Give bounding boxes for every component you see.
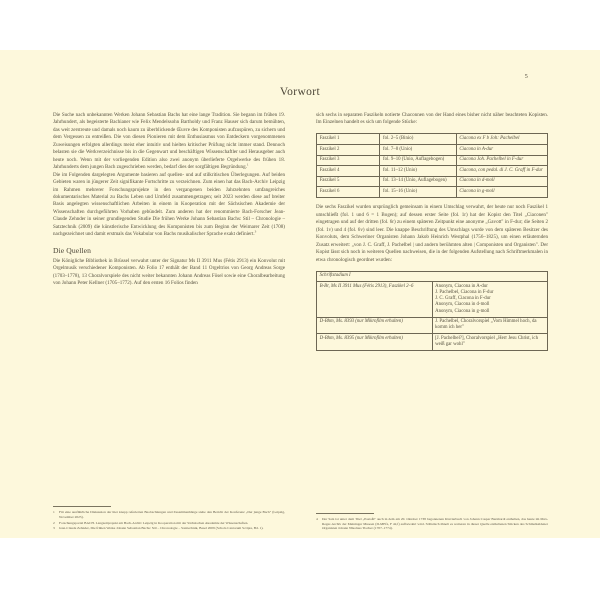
table-row xyxy=(317,317,548,334)
cell-folios: fol. 7–8 (Unio) xyxy=(380,145,456,156)
footnote-item xyxy=(53,510,285,519)
two-column-body xyxy=(53,112,548,532)
footnote-number: 1 xyxy=(53,510,55,515)
table-schriftstadium-body xyxy=(317,271,548,351)
table-fascicles-body xyxy=(317,134,548,198)
cell-fascicle: Faszikel 3 xyxy=(317,155,380,166)
cell-contents xyxy=(432,317,548,334)
cell-folios: fol. 11–12 (Unio) xyxy=(380,166,456,177)
cell-work: Ciacona Joh. Pachelbel in F-dur xyxy=(456,155,547,166)
content-line: Anonym, Ciacona in d-moll xyxy=(435,302,490,308)
footnote-text: Für eine ausführliche Diskussion der hier knapp referierten Beobachtungen und Zusammenhänge siehe den Bericht der Konferenz „Der junge Bach" (Leipzig, November 2025). xyxy=(59,510,285,519)
table-row xyxy=(317,176,548,187)
footnotes-right xyxy=(316,513,548,532)
content-line: Anonym, Ciacona in g-moll xyxy=(435,308,490,314)
table-row xyxy=(317,166,548,177)
footnote-item xyxy=(316,517,548,531)
footnote-item xyxy=(53,521,285,526)
table-row xyxy=(317,187,548,198)
cell-source: D-Bhm, Ms. 8395 (nur Mikrofilm erhalten) xyxy=(317,334,433,351)
footnote-ref-3[interactable]: 3 xyxy=(254,229,257,234)
page-sheet xyxy=(0,50,600,538)
content-line: [J. Pachelbel?], Choralvorspiel „Herr Jesu Christ, ich weiß gar wohl" xyxy=(435,335,538,348)
column-left xyxy=(53,112,285,532)
footnote-ref-1[interactable]: 1 xyxy=(246,162,249,167)
footnotes-left xyxy=(53,506,285,532)
paragraph-intro: Die Suche nach unbekannten Werken Johann Sebastian Bachs hat eine lange Tradition. Sie begann im frühen 19. Jahrhundert, als begeisterte Bachianer wie Felix Mendelssohn Bartholdy und Franz Hauser sich darum bemühten, das weit zerstreute und damals noch kaum zu überblickende Œuvre des Komponisten aufzuspüren, zu sichern und dem Vergessen zu entreißen. Die von diesen Pionieren mit dem Enthusiasmus von Entdeckern vorgenommenen Zuweisungen erfolgten allerdings meist eher intuitiv und hielten kritischer Prüfung nicht immer stand. Dennoch belasten sie die Werkverzeichnisse bis in die Gegenwart und beschäftigen Wissenschaftler und Herausgeber auch heute noch. Wenn mit der vorliegenden Edition also zwei anonym überlieferte Orgelwerke des frühen 18. Jahrhunderts dem jungen Bach zugeschrieben werden, bedarf dies der sorgfältigen Begründung.$^1$ xyxy=(53,112,285,171)
footnote-text: Der Satz ist unter dem Titel „Pastoßl" auch in dem am 20. Oktober 1738 begonnenen Klavierbuch von Johann Caspar Bernhardt enthalten, das heute im Max-Reger-Archiv der Meininger Museen (D-MEfz, F 42,f) aufbewahrt wird. Stilistisch ähnelt es weiteren in dieser Quelle enthaltenen Stücken des Schmalkaldener Organisten Johann Nikolaus Tischer (1707–1774). xyxy=(322,517,548,531)
paragraph-umschlag: Die sechs Faszikel wurden ursprünglich gemeinsam in einem Umschlag verwahrt, der heute nur noch Faszikel 1 umschließt (fol. 1 und 6 = 1 Bogen); auf dessen erster Seite (fol. 1r) hat der Kopist den Titel „Ciaconen" eingetragen und auf der dritten (fol. 6r) zu einem späteren Zeitpunkt eine anonyme „Gavott" in F-dur; die Seiten 2 (fol. 1v) und 4 (fol. 6v) sind leer. Die knappe Beschriftung des Umschlags wurde von dem späteren Besitzer des Konvoluts, dem Schweriner Organisten Johann Jakob Heinrich Westphal (1756–1825), um einen erläuternden Zusatz erweitert: „von J. C. Graff, J. Pachelbel | und andern berühmten alten | Componisten und Organisten". Der Kopist lässt sich noch in weiteren Quellen nachweisen, die in der folgenden Aufstellung nach Schriftmerkmalen in etwa chronologisch geordnet wurden: xyxy=(316,204,548,263)
table-schriftstadium xyxy=(316,271,548,352)
footnote-text: Jean-Claude Zehnder, Die frühen Werke Johann Sebastian Bachs: Stil – Chronologie – Satztechnik, Basel 2009 (Schola Cantorum Scripta, Bd. 1). xyxy=(59,526,264,531)
table-row xyxy=(317,155,548,166)
content-line: J. C. Graff, Ciacona in F-dur xyxy=(435,296,491,302)
cell-contents xyxy=(432,282,548,317)
cell-fascicle: Faszikel 5 xyxy=(317,176,380,187)
cell-folios: fol. 13–14 (Unio, Auflagebogen) xyxy=(380,176,456,187)
cell-schriftstadium-heading: Schriftstadium I xyxy=(317,271,548,282)
cell-fascicle: Faszikel 2 xyxy=(317,145,380,156)
column-right xyxy=(316,112,548,532)
table-row xyxy=(317,334,548,351)
cell-work: Ciacona in d-moll xyxy=(456,176,547,187)
cell-contents xyxy=(432,334,548,351)
cell-fascicle: Faszikel 4 xyxy=(317,166,380,177)
cell-folios: fol. 2–5 (Binio) xyxy=(380,134,456,145)
table-row xyxy=(317,145,548,156)
cell-work: Ciacona ex F b Joh: Pachelbel xyxy=(456,134,547,145)
footnote-rule xyxy=(316,513,374,514)
cell-work: Ciacona in A-dur xyxy=(456,145,547,156)
subheading-die-quellen: Die Quellen xyxy=(53,246,92,256)
footnote-rule xyxy=(53,506,111,507)
paragraph-quellen: Die Königliche Bibliothek in Brüssel verwahrt unter der Signatur Ms II 3911 Mus (Fétis 2913) ein Konvolut mit Orgelmusik verschiedener Komponisten. Ab Folio 17 enthält der Band 11 Orgeltrios von Georg Andreas Sorge (1703–1778), 13 Choralvorspiele des nicht weiter bekannten Johann Andreas Fösel sowie eine Choralbearbeitung von Johann Peter Kellner (1705–1772). Auf den ersten 16 Folios finden xyxy=(53,257,285,287)
folio-number: 5 xyxy=(524,73,528,80)
content-line: Anonym, Ciacona in A-dur xyxy=(435,283,488,289)
page-title: Vorwort xyxy=(279,86,321,98)
paragraph-arguments: Die im Folgenden dargelegten Argumente basieren auf quellen- und auf stilkritischen Überlegungen. Auf beiden Gebieten waren in jüngerer Zeit signifikante Fortschritte zu verzeichnen. Zum einen hat das Bach-Archiv Leipzig im Rahmen mehrerer Forschungsprojekte in den vergangenen beiden Jahrzehnten umfangreiches dokumentarisches Material zu Bachs Leben und Umfeld zusammengetragen; seit 2023 werden diese auf breiter Basis angelegten wissenschaftlichen Arbeiten in einem in Kooperation mit der Sächsischen Akademie der Wissenschaften durchgeführten Vorhaben gebündelt. Zum anderen hat der renommierte Bach-Forscher Jean-Claude Zehnder in seiner grundlegenden Studie Die frühen Werke Johann Sebastian Bachs: Stil – Chronologie – Satztechnik (2009) die künstlerische Entwicklung des Komponisten bis zum Beginn der Weimarer Zeit (1708) nachgezeichnet und damit erstmals das Vokabular von Bachs musikalischer Sprache exakt definiert.$^3$ xyxy=(53,171,285,238)
cell-source: B-Br, Ms II 3911 Mus (Fétis 2913), Faszikel 2–6 xyxy=(317,282,433,317)
cell-fascicle: Faszikel 1 xyxy=(317,134,380,145)
footnote-number: 2 xyxy=(53,520,55,525)
cell-source: D-Bhm, Ms. 8393 (nur Mikrofilm erhalten) xyxy=(317,317,433,334)
cell-work: Ciacona in g-moll xyxy=(456,187,547,198)
cell-work: Ciacona, con pedal. di J. C. Graff in F-dur xyxy=(456,166,547,177)
content-line: J. Pachelbel, Choralvorspiel „Vom Himmel hoch, da komm ich her" xyxy=(435,319,537,331)
footnote-text: Forschungsportal BACH. Langzeitprojekt am Bach-Archiv Leipzig in Kooperation mit der Sächsischen Akademie der Wissenschaften. xyxy=(59,520,249,525)
footnote-number: 3 xyxy=(53,526,55,531)
cell-folios: fol. 15–16 (Unio) xyxy=(380,187,456,198)
content-line: J. Pachelbel, Ciacona in F-dur xyxy=(435,289,494,295)
cell-folios: fol. 9–10 (Unio, Auflagebogen) xyxy=(380,155,456,166)
footnote-item xyxy=(53,526,285,531)
table-row xyxy=(317,134,548,145)
table-row xyxy=(317,282,548,317)
table-fascicles xyxy=(316,133,548,198)
table-header-row xyxy=(317,271,548,282)
cell-fascicle: Faszikel 6 xyxy=(317,187,380,198)
footnote-number: 4 xyxy=(316,517,318,522)
paragraph-lead: sich sechs in separaten Faszikeln notierte Chaconnen von der Hand eines bisher nicht näher beachteten Kopisten. Im Einzelnen handelt es sich um folgende Stücke: xyxy=(316,112,548,126)
